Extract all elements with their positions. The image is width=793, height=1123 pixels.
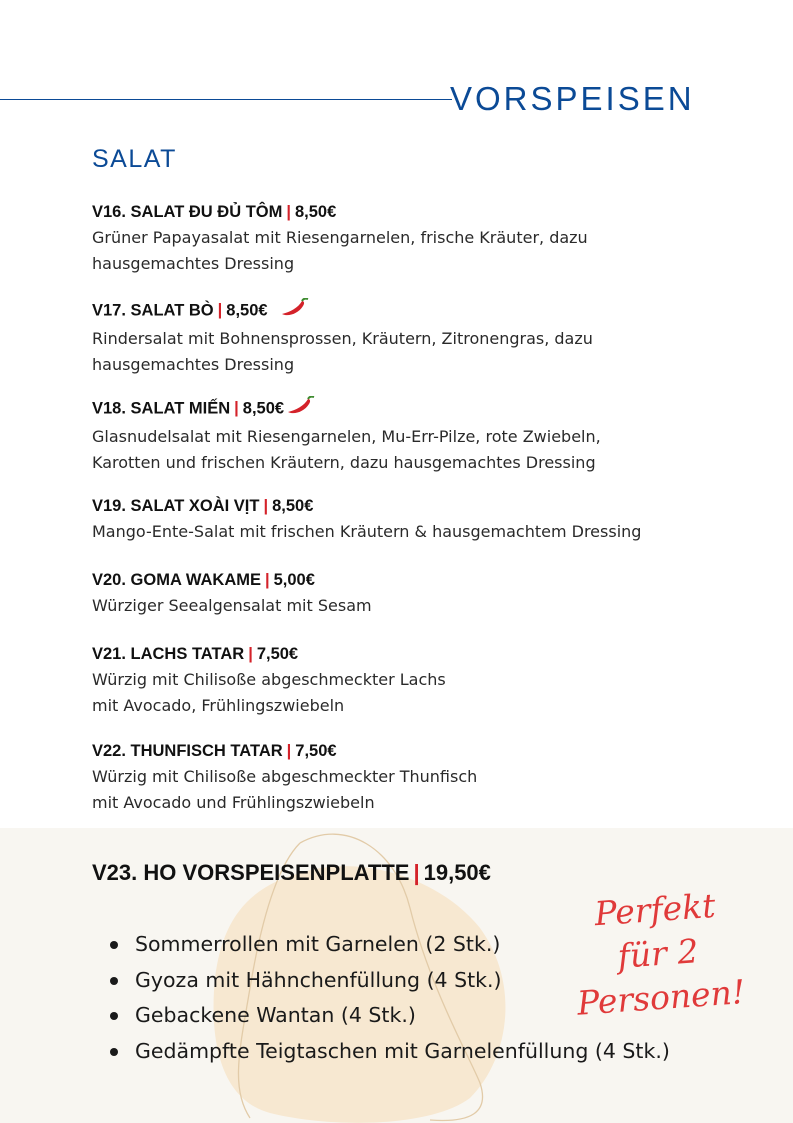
item-title: [92, 495, 732, 517]
item-price: 7,50€: [256, 645, 299, 663]
menu-item: [92, 298, 732, 378]
menu-item: [92, 495, 732, 545]
price-separator: |: [265, 571, 270, 589]
menu-item: [92, 740, 732, 816]
item-description: [92, 519, 732, 545]
item-name: V19. SALAT XOÀI VỊT: [92, 497, 260, 515]
price-separator: |: [217, 301, 223, 320]
price-separator: |: [248, 645, 253, 663]
menu-item: [92, 569, 732, 619]
callout-line: Perfekt: [593, 885, 717, 934]
subsection-title: SALAT: [92, 145, 177, 173]
list-item-text: Gyoza mit Hähnchenfüllung (4 Stk.): [135, 967, 502, 992]
bullet-dot-icon: [110, 977, 118, 985]
menu-item: [92, 201, 732, 277]
description-line: Karotten und frischen Kräutern, dazu hausgemachtes Dressing: [92, 453, 596, 472]
callout-line: Personen!: [575, 972, 747, 1023]
callout-line: für 2: [616, 931, 700, 976]
handwritten-callout: [544, 880, 773, 1027]
description-line: Mango-Ente-Salat mit frischen Kräutern & hausgemachtem Dressing: [92, 522, 642, 541]
description-line: mit Avocado, Frühlingszwiebeln: [92, 696, 345, 715]
chili-pepper-icon: [286, 396, 316, 422]
price-separator: |: [413, 860, 420, 885]
platter-title: [92, 860, 491, 886]
item-title: [92, 740, 732, 762]
item-title: [92, 569, 732, 591]
item-title: [92, 201, 732, 223]
item-name: V21. LACHS TATAR: [92, 645, 245, 663]
chili-pepper-icon: [280, 298, 310, 324]
price-separator: |: [286, 203, 291, 221]
item-name: V20. GOMA WAKAME: [92, 571, 261, 589]
item-price: 7,50€: [295, 742, 337, 760]
bullet-dot-icon: [110, 941, 118, 949]
item-name: V22. THUNFISCH TATAR: [92, 742, 283, 760]
item-name: V17. SALAT BÒ: [92, 301, 214, 320]
description-line: Glasnudelsalat mit Riesengarnelen, Mu-Err-Pilze, rote Zwiebeln,: [92, 427, 601, 446]
price-separator: |: [234, 399, 239, 418]
item-price: 8,50€: [226, 301, 268, 320]
item-description: [92, 764, 732, 816]
bullet-dot-icon: [110, 1012, 118, 1020]
price-separator: |: [263, 497, 269, 515]
item-name: V18. SALAT MIẾN: [92, 399, 231, 418]
description-line: Würziger Seealgensalat mit Sesam: [92, 596, 372, 615]
description-line: Würzig mit Chilisoße abgeschmeckter Thunfisch: [92, 767, 478, 786]
item-price: 8,50€: [295, 203, 337, 221]
description-line: Rindersalat mit Bohnensprossen, Kräutern, Zitronengras, dazu: [92, 329, 593, 348]
section-title: VORSPEISEN: [450, 80, 695, 117]
item-name: V16. SALAT ĐU ĐỦ TÔM: [92, 203, 283, 221]
description-line: mit Avocado und Frühlingszwiebeln: [92, 793, 375, 812]
price-separator: |: [286, 742, 292, 760]
item-description: [92, 667, 732, 719]
item-description: [92, 326, 732, 378]
description-line: Grüner Papayasalat mit Riesengarnelen, frische Kräuter, dazu: [92, 228, 588, 247]
description-line: hausgemachtes Dressing: [92, 254, 295, 273]
item-price: 8,50€: [272, 497, 314, 515]
list-item-text: Gedämpfte Teigtaschen mit Garnelenfüllung (4 Stk.): [135, 1038, 670, 1063]
menu-item: [92, 396, 732, 476]
list-item-text: Gebackene Wantan (4 Stk.): [135, 1003, 416, 1027]
item-description: [92, 593, 732, 619]
description-line: hausgemachtes Dressing: [92, 355, 295, 374]
item-price: 19,50€: [423, 860, 491, 885]
description-line: Würzig mit Chilisoße abgeschmeckter Lachs: [92, 670, 446, 689]
item-title: [92, 643, 732, 665]
item-description: [92, 424, 732, 476]
list-item-text: Sommerrollen mit Garnelen (2 Stk.): [135, 932, 501, 956]
list-item: [110, 1034, 670, 1070]
header-divider: [0, 99, 452, 100]
item-price: 8,50€: [242, 399, 285, 418]
bullet-dot-icon: [110, 1048, 118, 1056]
item-price: 5,00€: [273, 571, 315, 589]
item-description: [92, 225, 732, 277]
item-name: V23. HO VORSPEISENPLATTE: [92, 860, 410, 885]
menu-item: [92, 643, 732, 719]
item-title: [92, 396, 732, 422]
item-title: [92, 298, 732, 324]
